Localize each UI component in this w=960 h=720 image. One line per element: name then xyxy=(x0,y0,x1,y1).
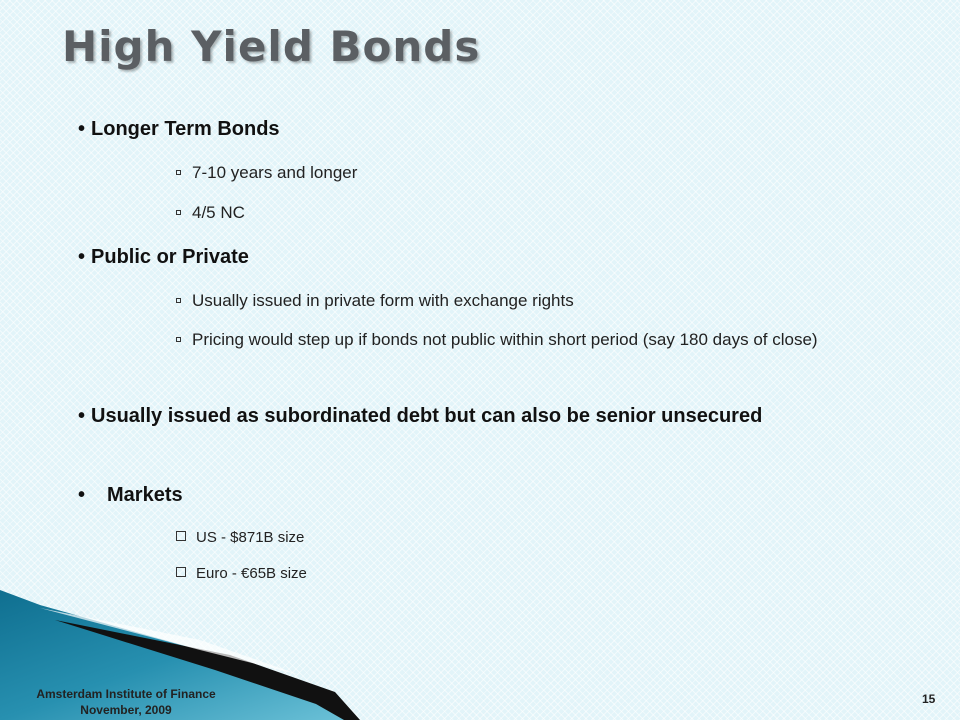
sub-bullet: 7-10 years and longer xyxy=(176,158,872,187)
checkbox-bullet-icon xyxy=(176,210,181,215)
sub-bullet: Pricing would step up if bonds not public within short period (say 180 days of close) xyxy=(176,325,872,354)
bullet-dot: • xyxy=(78,118,86,140)
sub-bullet: 4/5 NC xyxy=(176,198,872,227)
sub-bullet: Euro - €65B size xyxy=(176,559,876,588)
bullet-dot: • xyxy=(78,246,86,268)
checkbox-bullet-icon xyxy=(176,298,181,303)
bullet-markets: • Markets xyxy=(78,484,183,506)
footer-institute xyxy=(26,686,226,718)
sub-bullet: Usually issued in private form with exchange rights xyxy=(176,286,872,315)
checkbox-bullet-icon xyxy=(176,531,186,541)
page-number: 15 xyxy=(922,692,936,706)
bullet-subordinated-debt: • Usually issued as subordinated debt but can also be senior unsecured xyxy=(78,405,763,427)
bullet-longer-term-bonds: • Longer Term Bonds xyxy=(78,118,280,140)
checkbox-bullet-icon xyxy=(176,567,186,577)
bullet-dot: • xyxy=(78,405,86,427)
bullet-dot: • xyxy=(78,484,86,506)
footer-institute-name: Amsterdam Institute of Finance xyxy=(36,687,216,701)
slide-title: High Yield Bonds xyxy=(62,22,481,71)
sub-bullet: US - $871B size xyxy=(176,523,876,552)
checkbox-bullet-icon xyxy=(176,170,181,175)
bullet-public-or-private: • Public or Private xyxy=(78,246,249,268)
checkbox-bullet-icon xyxy=(176,337,181,342)
footer-date: November, 2009 xyxy=(80,703,172,717)
